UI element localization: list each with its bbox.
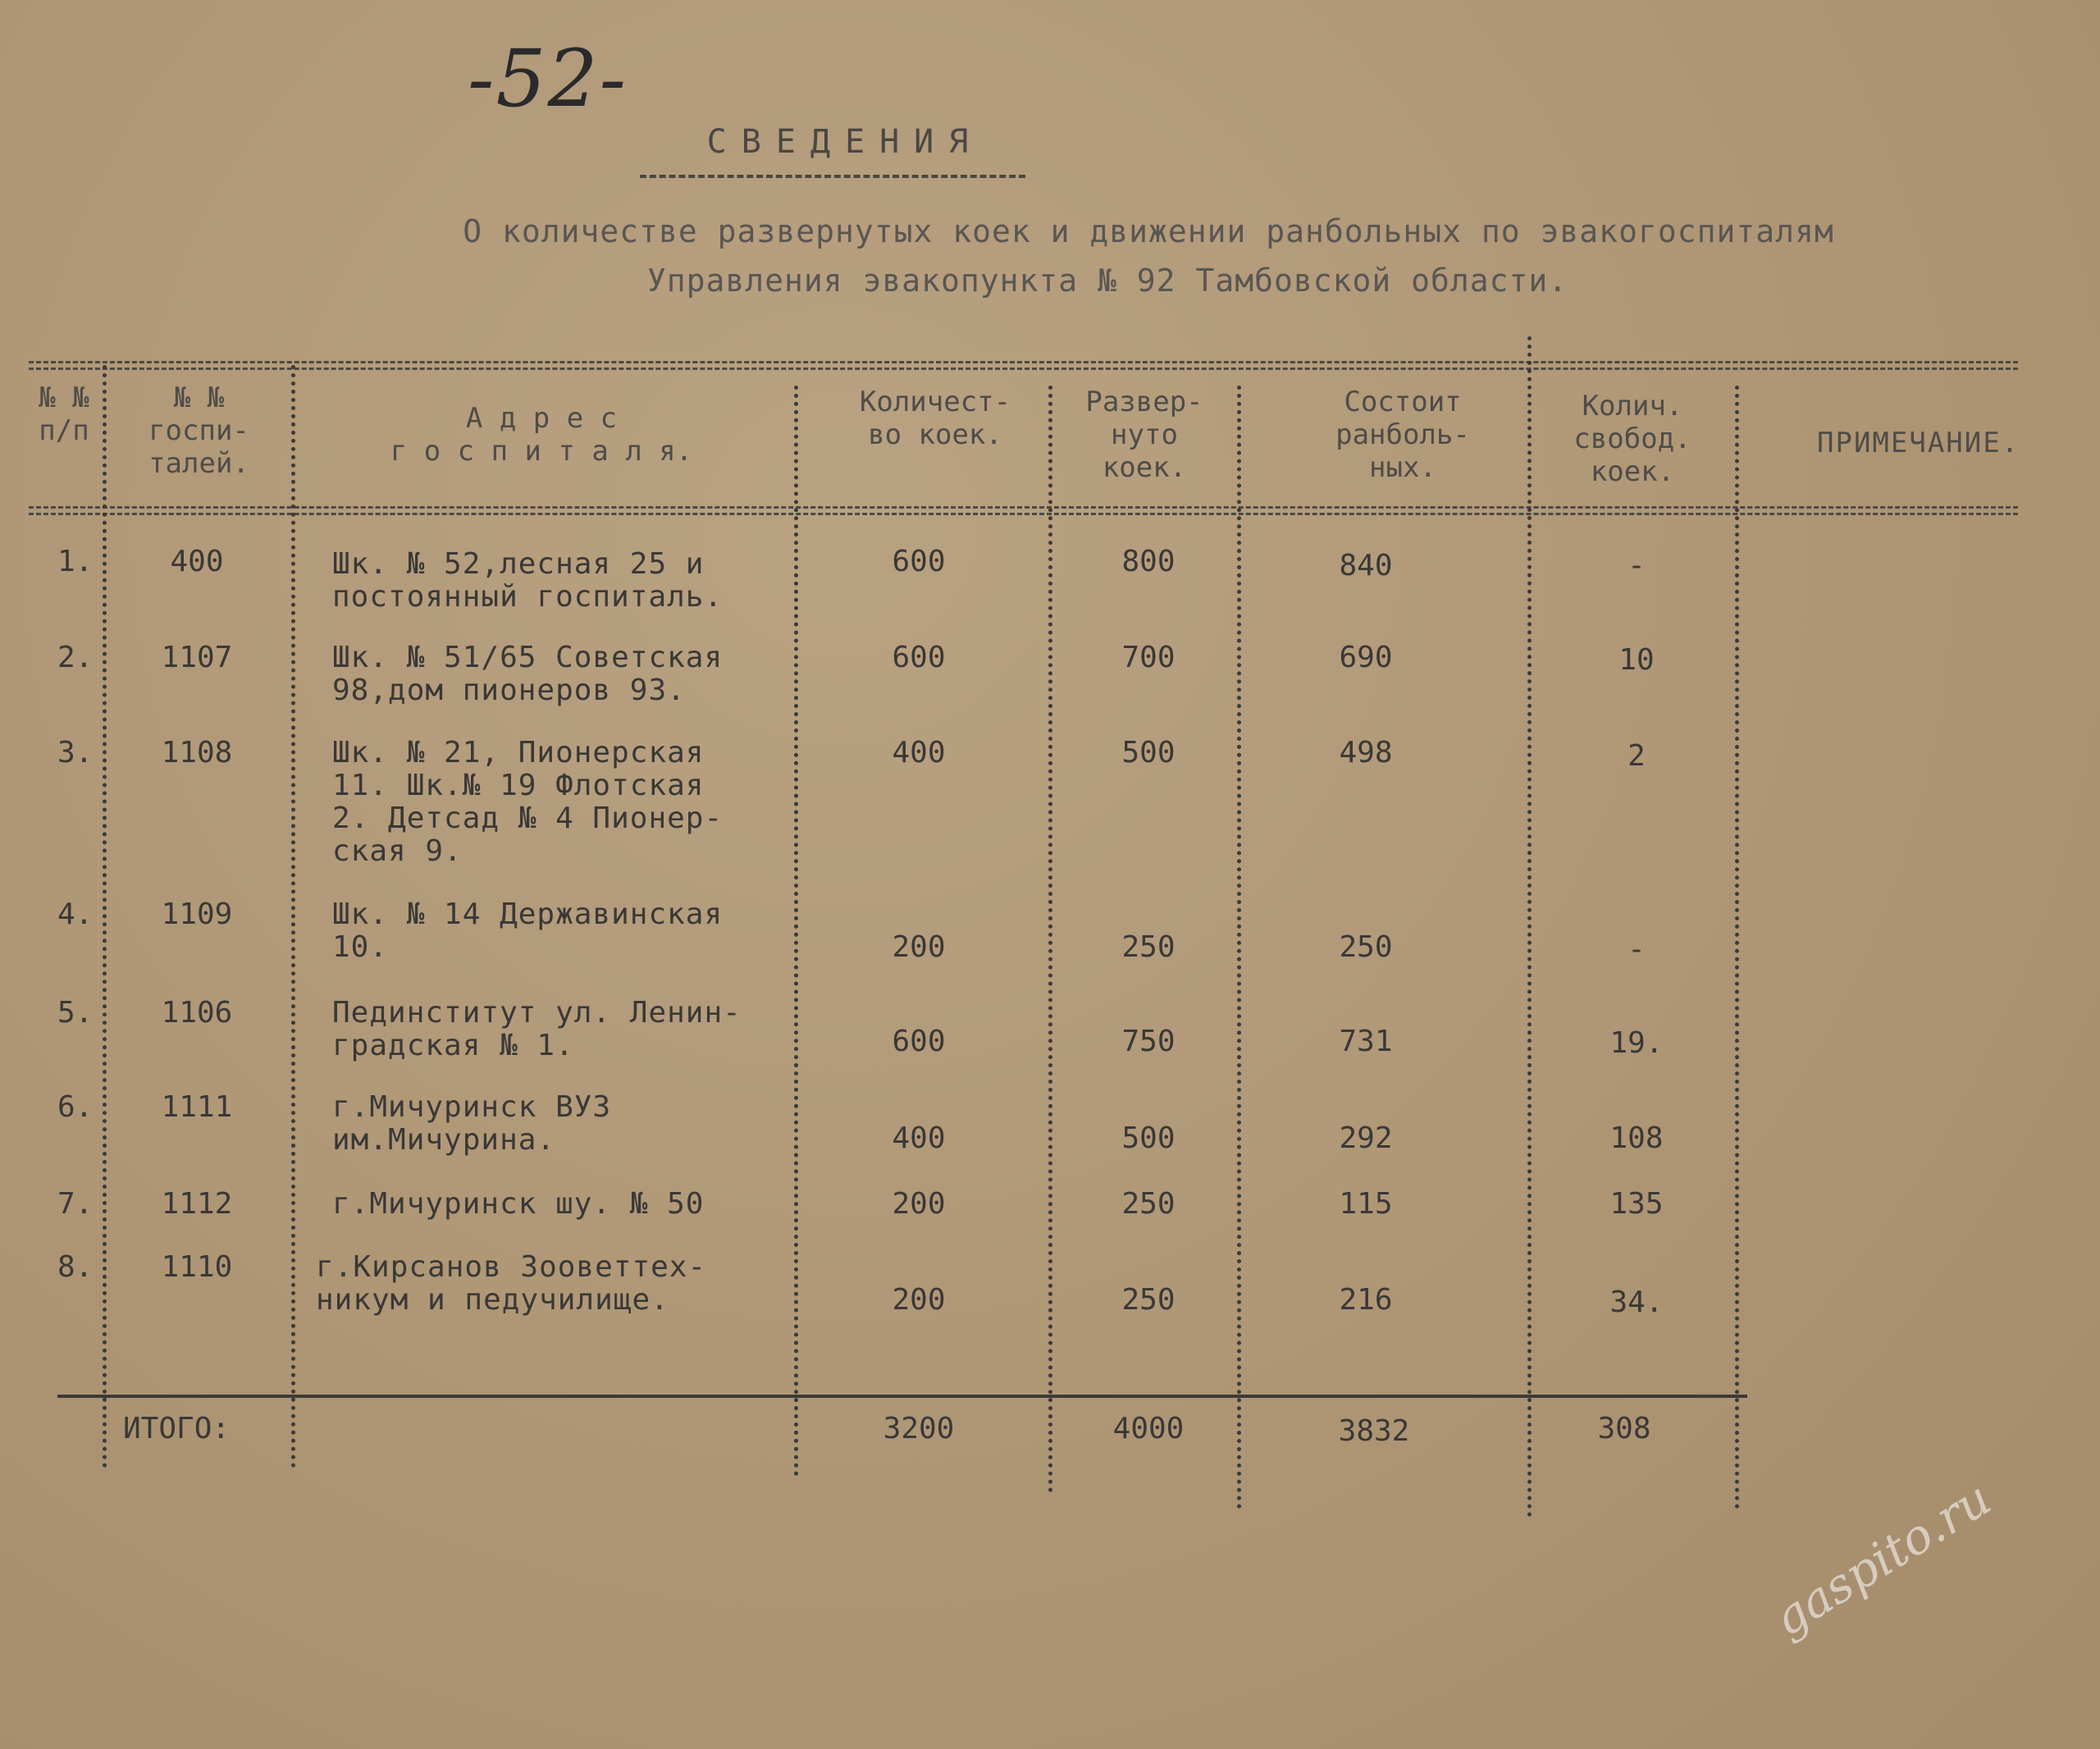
column-separator — [1527, 336, 1532, 1518]
row-free: 108 — [1609, 1121, 1664, 1155]
watermark: gaspito.ru — [1764, 1470, 2001, 1647]
row-patients: 115 — [1339, 1187, 1393, 1221]
row-deployed: 500 — [1121, 1121, 1176, 1155]
row-hospital: 1109 — [161, 897, 233, 931]
row-patients: 250 — [1339, 930, 1393, 964]
row-address: Шк. № 21, Пионерская 11. Шк.№ 19 Флотская 2. Детсад № 4 Пионер- ская 9. — [332, 736, 724, 868]
row-num: 2. — [57, 641, 94, 674]
row-deployed: 250 — [1121, 1283, 1176, 1317]
row-patients: 216 — [1339, 1283, 1393, 1317]
header-address: А д р е с г о с п и т а л я. — [390, 402, 693, 468]
header-deployed: Развер- нуто коек. — [1085, 386, 1203, 484]
row-num: 1. — [57, 545, 94, 578]
subtitle-line-1: О количестве развернутых коек и движении ранбольных по эвакогоспиталям — [463, 213, 1834, 249]
header-num: № № п/п — [39, 381, 89, 447]
row-beds: 600 — [892, 641, 946, 674]
column-separator — [291, 365, 295, 1468]
table-total-rule — [57, 1395, 1747, 1398]
header-patients: Состоит ранболь- ных. — [1335, 386, 1470, 484]
total-deployed: 4000 — [1112, 1412, 1185, 1445]
column-separator — [794, 386, 798, 1477]
row-beds: 200 — [892, 1187, 946, 1221]
row-num: 3. — [57, 736, 94, 769]
row-free: 2 — [1628, 739, 1646, 773]
row-patients: 690 — [1339, 641, 1393, 674]
row-free: - — [1628, 933, 1646, 966]
subtitle-line-2: Управления эвакопункта № 92 Тамбовской области. — [646, 263, 1568, 299]
total-beds: 3200 — [883, 1412, 955, 1445]
row-beds: 600 — [892, 545, 946, 578]
row-address: Шк. № 14 Державинская 10. — [332, 897, 724, 964]
row-beds: 200 — [892, 1283, 946, 1317]
row-hospital: 1107 — [161, 641, 233, 674]
document-heading: СВЕДЕНИЯ — [706, 123, 984, 161]
table-top-rule — [29, 361, 2018, 370]
row-hospital: 1108 — [161, 736, 233, 769]
header-free: Колич. свобод. коек. — [1573, 390, 1691, 488]
column-separator — [1735, 386, 1739, 1509]
row-beds: 400 — [892, 1121, 946, 1155]
row-address: г.Мичуринск ВУЗ им.Мичурина. — [332, 1090, 612, 1157]
heading-underline — [640, 175, 1025, 178]
header-hospital: № № госпи- талей. — [148, 381, 249, 480]
header-beds: Количест- во коек. — [859, 386, 1011, 451]
column-separator — [1237, 386, 1241, 1509]
row-address: Пединститут ул. Ленин- градская № 1. — [332, 996, 742, 1062]
row-hospital: 1111 — [161, 1090, 233, 1124]
row-num: 5. — [57, 996, 94, 1030]
row-deployed: 800 — [1121, 545, 1176, 578]
row-patients: 840 — [1339, 549, 1393, 582]
row-num: 4. — [57, 897, 94, 931]
row-free: 19. — [1609, 1026, 1664, 1060]
row-deployed: 500 — [1121, 736, 1176, 769]
row-hospital: 1106 — [161, 996, 233, 1030]
row-hospital: 1112 — [161, 1187, 233, 1221]
row-num: 6. — [57, 1090, 94, 1124]
row-free: 34. — [1609, 1285, 1664, 1319]
row-address: г.Мичуринск шу. № 50 — [332, 1187, 705, 1221]
row-num: 8. — [57, 1250, 94, 1284]
row-beds: 200 — [892, 930, 946, 964]
row-deployed: 250 — [1121, 1187, 1176, 1221]
row-hospital: 1110 — [161, 1250, 233, 1284]
page-number: -52- — [468, 33, 628, 125]
header-note: ПРИМЕЧАНИЕ. — [1817, 427, 2020, 459]
row-deployed: 250 — [1121, 930, 1176, 964]
row-deployed: 750 — [1121, 1025, 1176, 1058]
row-patients: 731 — [1339, 1025, 1393, 1058]
row-address: Шк. № 51/65 Советская 98,дом пионеров 93. — [332, 641, 724, 707]
row-address: г.Кирсанов Зооветтех- никум и педучилище. — [316, 1250, 707, 1317]
row-hospital: 400 — [170, 545, 224, 578]
column-separator — [1048, 386, 1052, 1493]
row-patients: 498 — [1339, 736, 1393, 769]
row-free: 10 — [1618, 643, 1655, 677]
row-beds: 600 — [892, 1025, 946, 1058]
total-patients: 3832 — [1338, 1414, 1410, 1448]
row-beds: 400 — [892, 736, 946, 769]
total-label: ИТОГО: — [123, 1412, 231, 1445]
row-address: Шк. № 52,лесная 25 и постоянный госпиталь. — [332, 547, 724, 614]
row-num: 7. — [57, 1187, 94, 1221]
row-deployed: 700 — [1121, 641, 1176, 674]
total-free: 308 — [1597, 1412, 1651, 1445]
row-free: - — [1628, 549, 1646, 582]
row-free: 135 — [1609, 1187, 1664, 1221]
table-header-rule — [29, 506, 2018, 515]
row-patients: 292 — [1339, 1121, 1393, 1155]
column-separator — [103, 365, 107, 1468]
